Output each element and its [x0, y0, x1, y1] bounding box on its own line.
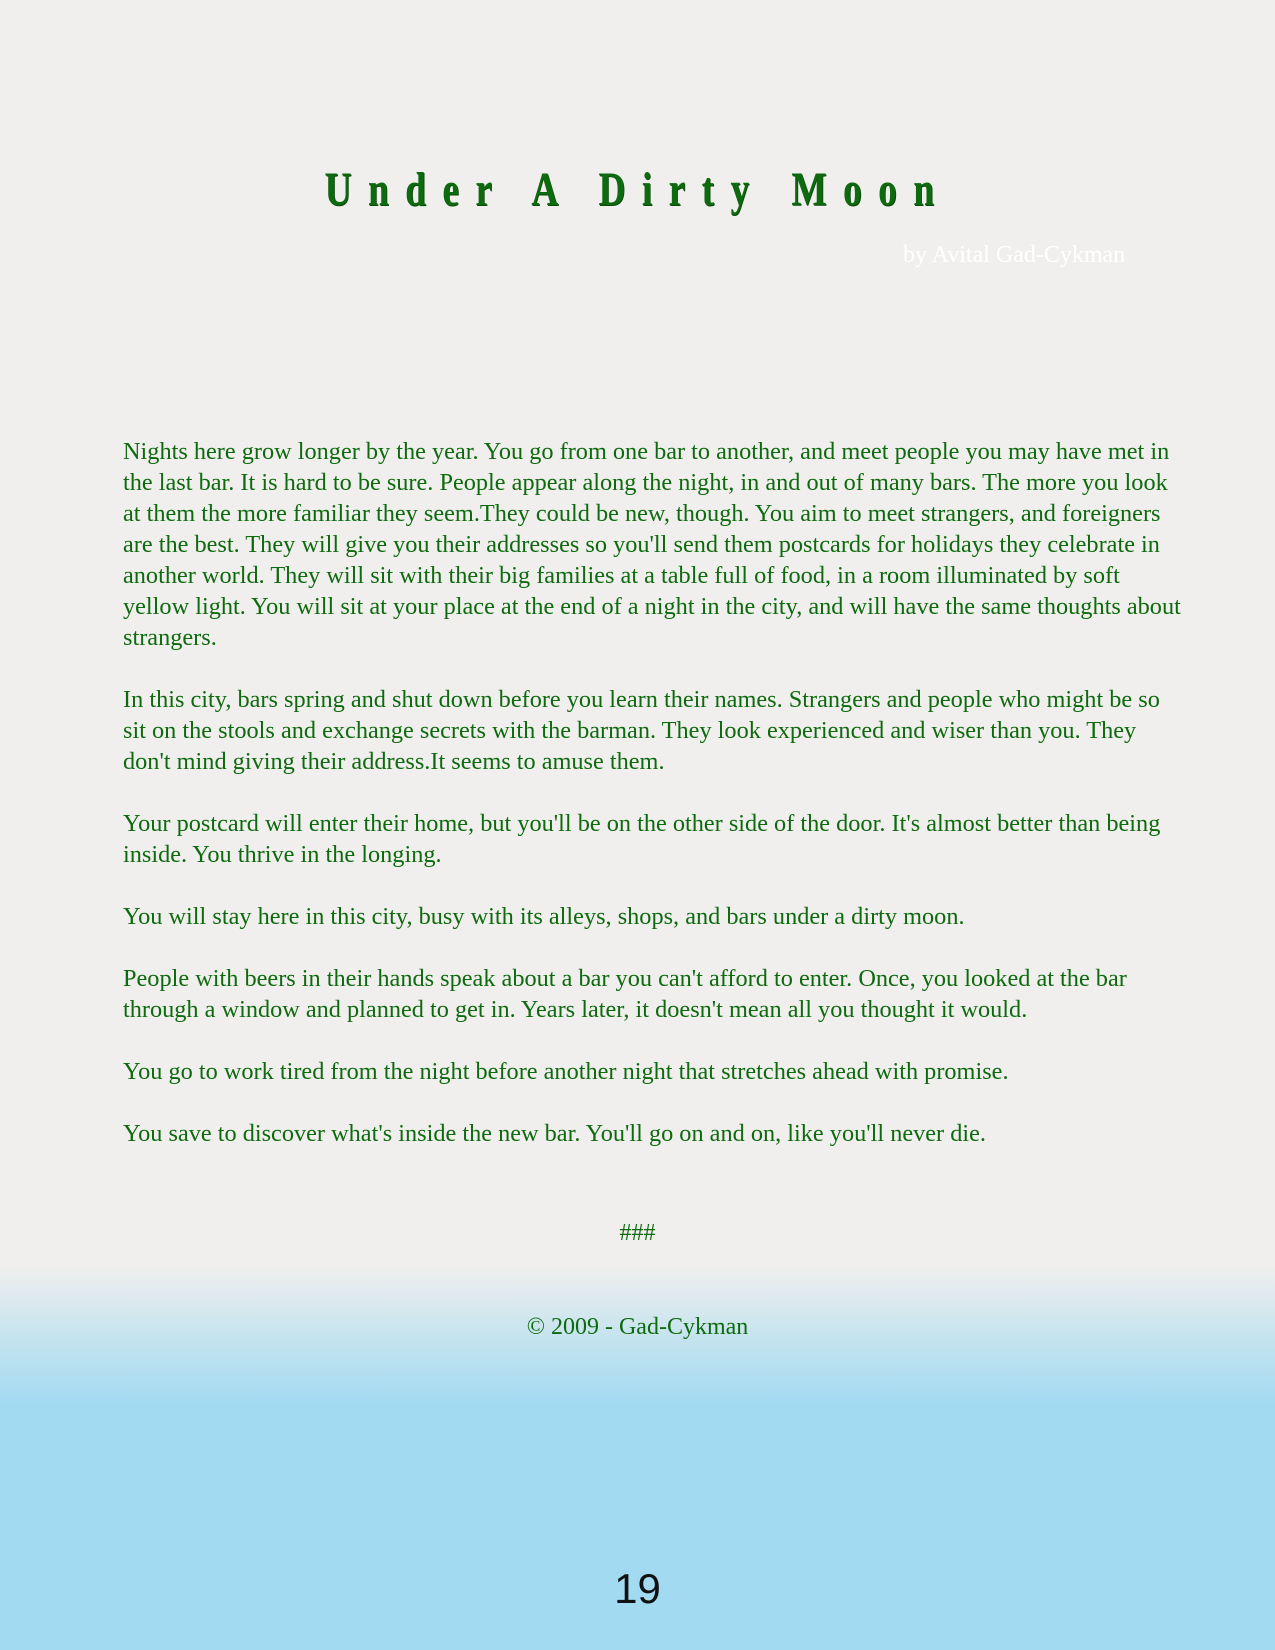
- author-byline: by Avital Gad-Cykman: [903, 242, 1126, 268]
- paragraph-7: You save to discover what's inside the new bar. You'll go on and on, like you'll never die.: [123, 1120, 986, 1147]
- section-separator: ###: [619, 1220, 656, 1246]
- paragraph-5: People with beers in their hands speak about a bar you can't afford to enter. Once, you looked at the bar through a window and planned to get in. Years later, it doesn't mean all you thought it would.: [123, 965, 1127, 1023]
- story-body: [123, 436, 1188, 1180]
- paragraph-6: You go to work tired from the night before another night that stretches ahead with promise.: [123, 1058, 1009, 1085]
- paragraph-2: In this city, bars spring and shut down before you learn their names. Strangers and people who might be so sit on the stools and exchange secrets with the barman. They look experienced and wiser than you. They don't mind giving their address.It seems to amuse them.: [123, 686, 1160, 775]
- paragraph-4: You will stay here in this city, busy with its alleys, shops, and bars under a dirty moon.: [123, 903, 965, 930]
- paragraph-1: Nights here grow longer by the year. You go from one bar to another, and meet people you may have met in the last bar. It is hard to be sure. People appear along the night, in and out of many bars. The more you look at them the more familiar they seem.They could be new, though. You aim to meet strangers, and foreigners are the best. They will give you their addresses so you'll send them postcards for holidays they celebrate in another world. They will sit with their big families at a table full of food, in a room illuminated by soft yellow light. You will sit at your place at the end of a night in the city, and will have the same thoughts about strangers.: [123, 438, 1181, 651]
- story-title: Under A Dirty Moon: [324, 163, 951, 216]
- paragraph-3: Your postcard will enter their home, but you'll be on the other side of the door. It's almost better than being inside. You thrive in the longing.: [123, 810, 1161, 868]
- page-number: 19: [614, 1565, 661, 1612]
- copyright-notice: © 2009 - Gad-Cykman: [526, 1314, 749, 1340]
